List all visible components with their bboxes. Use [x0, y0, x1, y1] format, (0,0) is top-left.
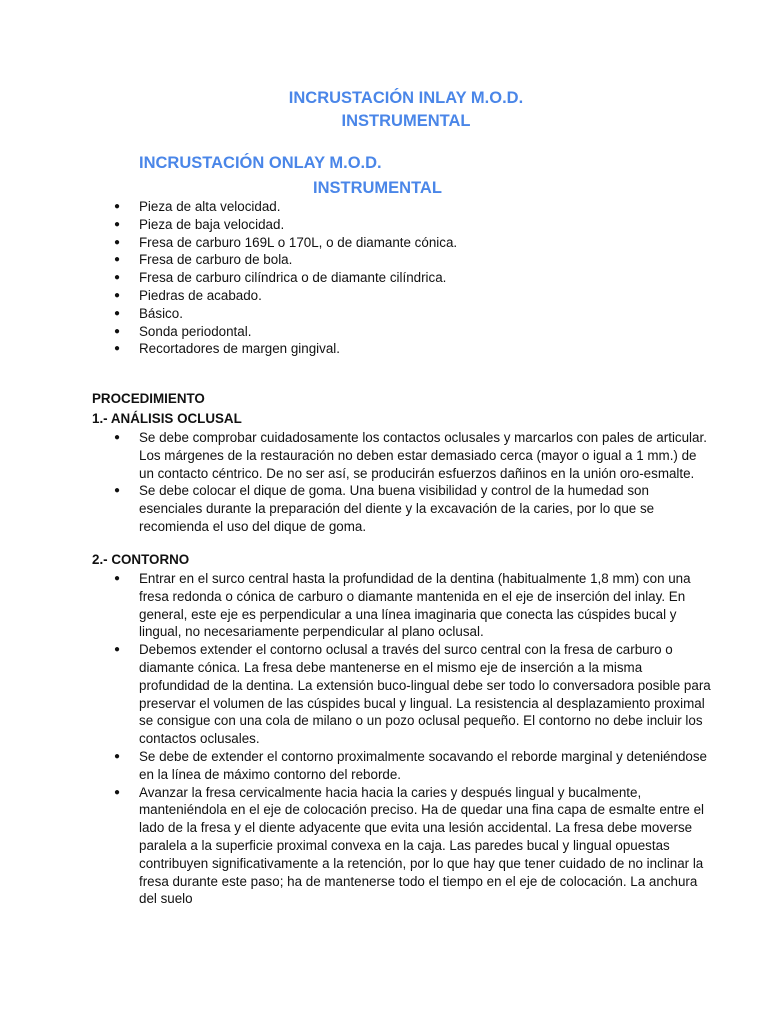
list-item: ● Se debe colocar el dique de goma. Una buena visibilidad y control de la humedad son esenciales durante la preparación del diente y la excavación de la caries, por lo que se recomienda el uso del dique de goma.: [92, 482, 712, 535]
list-item: ● Fresa de carburo de bola.: [92, 251, 712, 269]
list-item: ● Recortadores de margen gingival.: [92, 340, 712, 358]
list-item: ● Pieza de alta velocidad.: [92, 198, 712, 216]
list-item: ● Debemos extender el contorno oclusal a través del surco central con la fresa de carburo o diamante cónica. La fresa debe mantenerse en el mismo eje de inserción a la misma profundidad de la dentina. La extensión buco-lingual debe ser todo lo conversadora posible para preservar el volumen de las cúspides bucal y lingual. La resistencia al desplazamiento proximal se consigue con una cola de milano o un pozo oclusal pequeño. El contorno no debe incluir los contactos oclusales.: [92, 641, 712, 748]
list-item: ● Avanzar la fresa cervicalmente hacia hacia la caries y después lingual y bucalmente, manteniéndola en el eje de colocación preciso. Ha de quedar una fina capa de esmalte entre el lado de la fresa y el diente adyacente que evita una lesión accidental. La fresa debe moverse paralela a la superficie proximal convexa en la caja. Las paredes bucal y lingual opuestas contribuyen significativamente a la retención, por lo que hay que tener cuidado de no inclinar la fresa durante este paso; ha de mantenerse todo el tiempo en el eje de colocación. La anchura del suelo: [92, 784, 712, 909]
instrument-list: [92, 198, 712, 358]
section-heading-occlusal-analysis: 1.- ANÁLISIS OCLUSAL: [92, 411, 242, 426]
list-item: ● Fresa de carburo 169L o 170L, o de diamante cónica.: [92, 234, 712, 252]
list-item: ● Sonda periodontal.: [92, 323, 712, 341]
subtitle-onlay-instrumental: INSTRUMENTAL: [313, 179, 442, 197]
title-inlay: INCRUSTACIÓN INLAY M.O.D.: [288, 89, 524, 107]
list-item: ● Pieza de baja velocidad.: [92, 216, 712, 234]
list-item: ● Piedras de acabado.: [92, 287, 712, 305]
list-item: ● Entrar en el surco central hasta la profundidad de la dentina (habitualmente 1,8 mm) con una fresa redonda o cónica de carburo o diamante mantenida en el eje de inserción del inlay. En general, este eje es perpendicular a una línea imaginaria que conecta las cúspides bucal y lingual, no necesariamente perpendicular al plano oclusal.: [92, 570, 712, 641]
subtitle-inlay-instrumental: INSTRUMENTAL: [341, 112, 471, 130]
contour-list: [92, 570, 712, 908]
list-item: ● Se debe comprobar cuidadosamente los contactos oclusales y marcarlos con pales de articular. Los márgenes de la restauración no deben estar demasiado cerca (mayor o igual a 1 mm.) de un contacto céntrico. De no ser así, se producirán esfuerzos dañinos en la unión oro-esmalte.: [92, 429, 712, 482]
procedure-heading: PROCEDIMIENTO: [92, 391, 205, 406]
occlusal-analysis-list: [92, 429, 712, 536]
list-item: ● Básico.: [92, 305, 712, 323]
section-heading-contour: 2.- CONTORNO: [92, 552, 190, 567]
list-item: ● Fresa de carburo cilíndrica o de diamante cilíndrica.: [92, 269, 712, 287]
list-item: ● Se debe de extender el contorno proximalmente socavando el reborde marginal y deteniéndose en la línea de máximo contorno del reborde.: [92, 748, 712, 784]
title-onlay: INCRUSTACIÓN ONLAY M.O.D.: [139, 154, 382, 172]
